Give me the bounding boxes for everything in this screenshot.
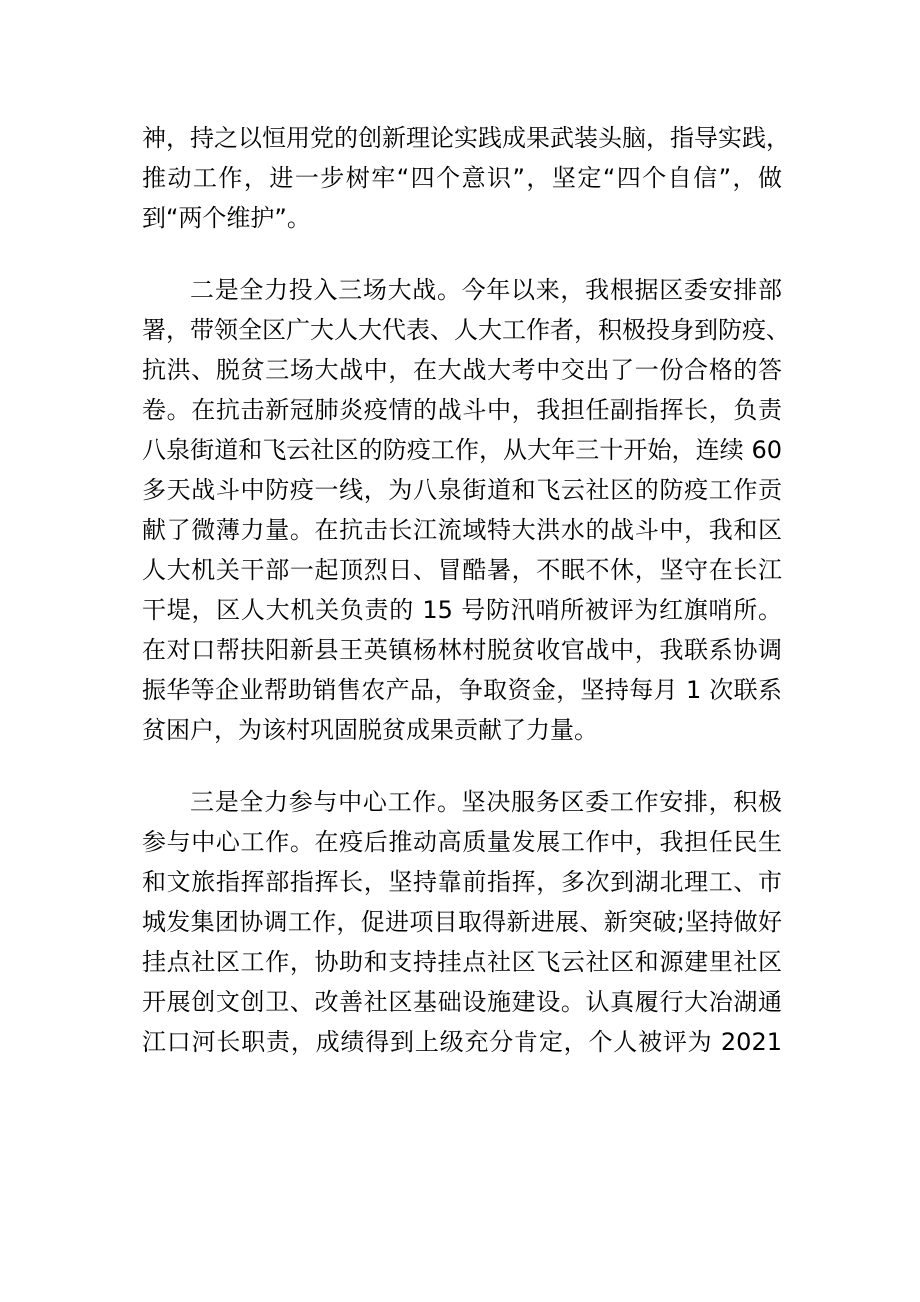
text-line: 干堤，区人大机关负责的 15 号防汛哨所被评为红旗哨所。 [142,596,782,624]
text-line: 到“两个维护”。 [142,204,311,232]
text-line: 推动工作，进一步树牢“四个意识”，坚定“四个自信”，做 [142,164,782,192]
text-line: 抗洪、脱贫三场大战中，在大战大考中交出了一份合格的答 [142,356,782,384]
text-line: 献了微薄力量。在抗击长江流域特大洪水的战斗中，我和区 [142,516,782,544]
paragraph-2 [142,270,790,750]
text-line: 署，带领全区广大人大代表、人大工作者，积极投身到防疫、 [142,316,790,344]
text-line: 挂点社区工作，协助和支持挂点社区飞云社区和源建里社区 [142,948,782,976]
paragraph-1 [142,118,790,238]
text-line: 江口河长职责，成绩得到上级充分肯定，个人被评为 2021 [142,1028,782,1056]
text-line: 二是全力投入三场大战。今年以来，我根据区委安排部 [190,276,782,304]
text-line: 贫困户，为该村巩固脱贫成果贡献了力量。 [142,716,598,744]
text-line: 参与中心工作。在疫后推动高质量发展工作中，我担任民生 [142,828,782,856]
text-line: 开展创文创卫、改善社区基础设施建设。认真履行大冶湖通 [142,988,782,1016]
document-body [142,118,790,1062]
paragraph-spacing [142,750,782,782]
text-line: 三是全力参与中心工作。坚决服务区委工作安排，积极 [190,788,782,816]
paragraph-3 [142,782,782,1062]
paragraph-spacing [142,238,782,270]
text-line: 和文旅指挥部指挥长，坚持靠前指挥，多次到湖北理工、市 [142,868,782,896]
text-line: 卷。在抗击新冠肺炎疫情的战斗中，我担任副指挥长，负责 [142,396,782,424]
text-line: 城发集团协调工作，促进项目取得新进展、新突破;坚持做好 [142,908,782,936]
text-line: 在对口帮扶阳新县王英镇杨林村脱贫收官战中，我联系协调 [142,636,782,664]
text-line: 多天战斗中防疫一线，为八泉街道和飞云社区的防疫工作贡 [142,476,782,504]
text-line: 神，持之以恒用党的创新理论实践成果武装头脑，指导实践， [142,124,790,152]
text-line: 振华等企业帮助销售农产品，争取资金，坚持每月 1 次联系 [142,676,782,704]
text-line: 八泉街道和飞云社区的防疫工作，从大年三十开始，连续 60 [142,436,782,464]
text-line: 人大机关干部一起顶烈日、冒酷暑，不眠不休，坚守在长江 [142,556,782,584]
